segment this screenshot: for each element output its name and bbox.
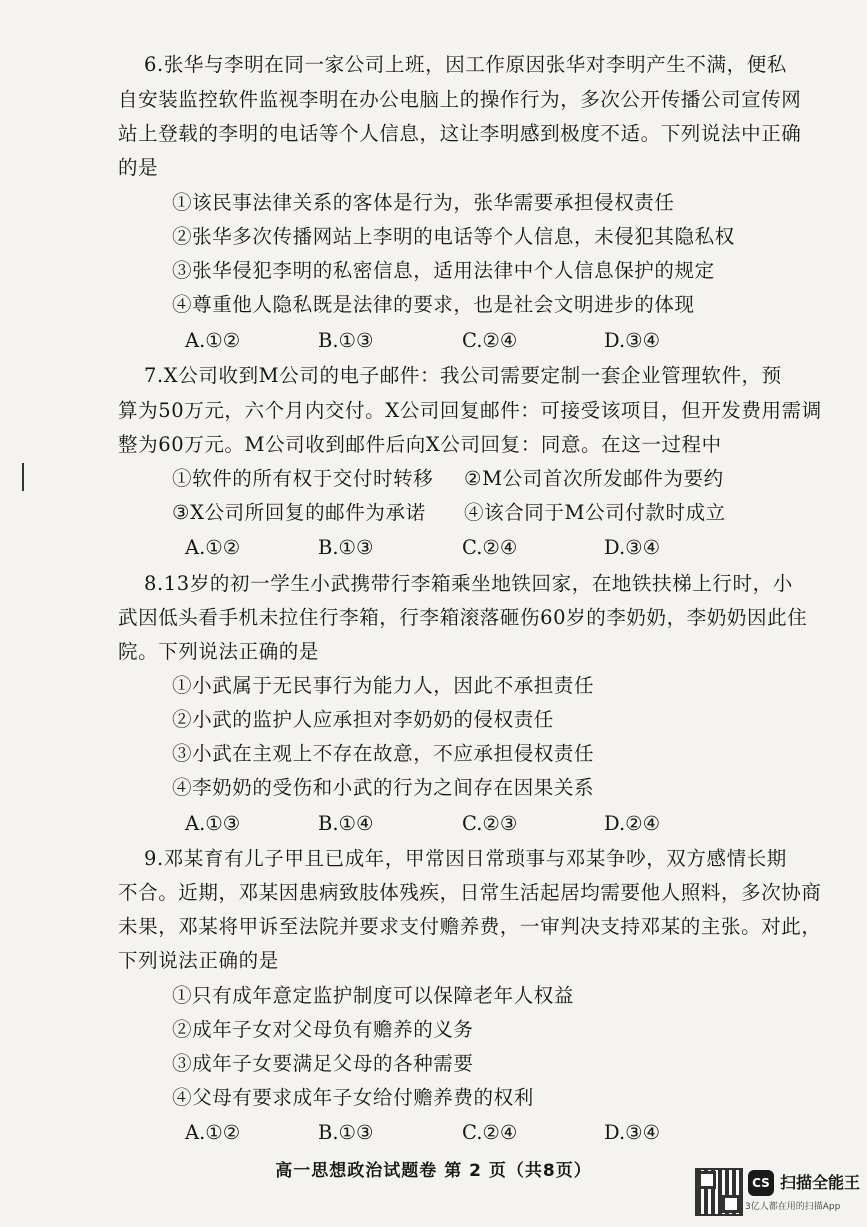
- q9-option-1: ①只有成年意定监护制度可以保障老年人权益: [172, 984, 575, 1007]
- q9-choice-d: D.③④: [604, 1121, 661, 1144]
- q7-choice-b: B.①③: [318, 536, 374, 559]
- q7-option-1: ①软件的所有权于交付时转移: [172, 467, 434, 490]
- q8-choice-c: C.②③: [462, 812, 518, 835]
- q6-line-4: 的是: [118, 156, 159, 179]
- q9-choice-b: B.①③: [318, 1121, 374, 1144]
- q8-option-3: ③小武在主观上不存在故意，不应承担侵权责任: [172, 742, 595, 765]
- q7-choice-c: C.②④: [462, 536, 518, 559]
- q8-line-2: 武因低头看手机未拉住行李箱，行李箱滚落砸伤60岁的李奶奶，李奶奶因此住: [118, 606, 808, 629]
- q8-option-4: ④李奶奶的受伤和小武的行为之间存在因果关系: [172, 776, 595, 799]
- binding-margin-mark: [22, 463, 24, 491]
- q9-option-3: ③成年子女要满足父母的各种需要: [172, 1052, 474, 1075]
- q8-choice-a: A.①③: [185, 812, 241, 835]
- q8-option-1: ①小武属于无民事行为能力人，因此不承担责任: [172, 674, 595, 697]
- q6-choice-c: C.②④: [462, 329, 518, 352]
- q9-choice-c: C.②④: [462, 1121, 518, 1144]
- q6-choice-b: B.①③: [318, 329, 374, 352]
- q9-line-4: 下列说法正确的是: [118, 949, 279, 972]
- q6-option-1: ①该民事法律关系的客体是行为，张华需要承担侵权责任: [172, 191, 675, 214]
- q8-choice-b: B.①④: [318, 812, 374, 835]
- q7-line-2: 算为50万元，六个月内交付。X公司回复邮件：可接受该项目，但开发费用需调: [118, 399, 822, 422]
- q7-choice-a: A.①②: [185, 536, 241, 559]
- q8-option-2: ②小武的监护人应承担对李奶奶的侵权责任: [172, 708, 554, 731]
- scanner-logo: CS: [748, 1170, 774, 1196]
- q6-line-3: 站上登载的李明的电话等个人信息，这让李明感到极度不适。下列说法中正确: [118, 122, 802, 145]
- q6-line-2: 自安装监控软件监视李明在办公电脑上的操作行为，多次公开传播公司宣传网: [118, 88, 802, 111]
- q6-line-1: 6.张华与李明在同一家公司上班，因工作原因张华对李明产生不满，便私: [144, 53, 787, 76]
- scanner-tagline: 3亿人都在用的扫描App: [745, 1202, 841, 1212]
- q7-option-2: ②M公司首次所发邮件为要约: [464, 467, 724, 490]
- q9-option-4: ④父母有要求成年子女给付赡养费的权利: [172, 1086, 534, 1109]
- q6-choice-a: A.①②: [185, 329, 241, 352]
- q6-choice-d: D.③④: [604, 329, 661, 352]
- q8-line-1: 8.13岁的初一学生小武携带行李箱乘坐地铁回家，在地铁扶梯上行时，小: [144, 572, 793, 595]
- page-footer: 高一思想政治试题卷 第 2 页（共8页）: [275, 1161, 592, 1181]
- q9-line-3: 未果，邓某将甲诉至法院并要求支付赡养费，一审判决支持邓某的主张。对此，: [118, 915, 822, 938]
- q9-choice-a: A.①②: [185, 1121, 241, 1144]
- q9-line-2: 不合。近期，邓某因患病致肢体残疾，日常生活起居均需要他人照料，多次协商: [118, 881, 822, 904]
- q9-option-2: ②成年子女对父母负有赡养的义务: [172, 1018, 474, 1041]
- q7-line-3: 整为60万元。M公司收到邮件后向X公司回复：同意。在这一过程中: [118, 433, 722, 456]
- q9-line-1: 9.邓某育有儿子甲且已成年，甲常因日常琐事与邓某争吵，双方感情长期: [144, 847, 787, 870]
- q6-option-3: ③张华侵犯李明的私密信息，适用法律中个人信息保护的规定: [172, 259, 715, 282]
- q7-line-1: 7.X公司收到M公司的电子邮件：我公司需要定制一套企业管理软件，预: [144, 364, 782, 387]
- q8-line-3: 院。下列说法正确的是: [118, 640, 320, 663]
- scanner-app-name: 扫描全能王: [780, 1173, 861, 1192]
- q8-choice-d: D.②④: [604, 812, 661, 835]
- q7-choice-d: D.③④: [604, 536, 661, 559]
- q6-option-2: ②张华多次传播网站上李明的电话等个人信息，未侵犯其隐私权: [172, 225, 735, 248]
- q7-option-3: ③X公司所回复的邮件为承诺: [172, 501, 426, 524]
- q7-option-4: ④该合同于M公司付款时成立: [464, 501, 726, 524]
- qr-code-icon: [695, 1168, 743, 1216]
- q6-option-4: ④尊重他人隐私既是法律的要求，也是社会文明进步的体现: [172, 293, 695, 316]
